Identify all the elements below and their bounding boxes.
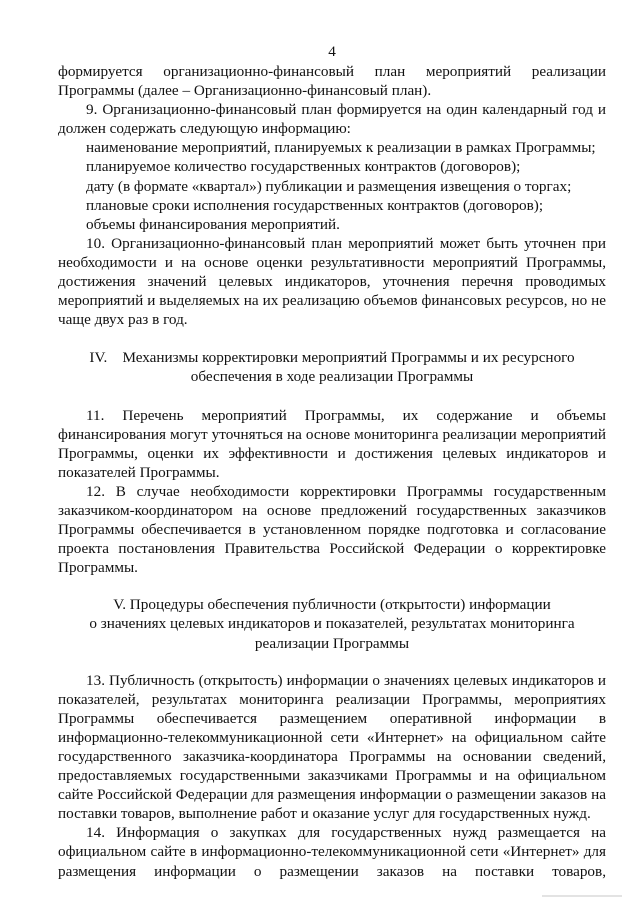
section-heading-line: IV. Механизмы корректировки мероприятий Программы и их ресурсного bbox=[89, 349, 575, 367]
section-heading-line: реализации Программы bbox=[254, 634, 410, 652]
list-item: объемы финансирования мероприятий. bbox=[86, 215, 340, 233]
paragraph-13: 13. Публичность (открытость) информации о значениях целевых индикаторов и показателей, результатах мониторинга реализации Программы, мероприятиях Программы обеспечивается размещением оперативной информации в информационно-телекоммуникационной сети «Интернет» на официальном сайте государственного заказчика-координатора Программы на основании сведений, предоставляемых государственными заказчиками Программы и на официальном сайте Российской Федерации для размещения информации о размещении заказов на поставки товаров, выполнение работ и оказание услуг для государственных нужд. bbox=[58, 671, 606, 823]
list-item: наименование мероприятий, планируемых к реализации в рамках Программы; bbox=[86, 139, 596, 157]
paragraph-10: 10. Организационно-финансовый план мероприятий может быть уточнен при необходимости и на основе оценки результативности мероприятий Программы, достижения значений целевых индикаторов, уточнения перечня проводимых мероприятий и выделяемых на их реализацию объемов финансовых ресурсов, но не чаще двух раз в год. bbox=[58, 234, 606, 329]
document-page bbox=[58, 0, 606, 881]
section-heading-line: обеспечения в ходе реализации Программы bbox=[190, 368, 474, 386]
section-heading-line: о значениях целевых индикаторов и показателей, результатах мониторинга bbox=[89, 615, 575, 633]
list-item: планируемое количество государственных контрактов (договоров); bbox=[86, 158, 521, 176]
page-number: 4 bbox=[328, 43, 336, 60]
paragraph-12: 12. В случае необходимости корректировки Программы государственным заказчиком-координатором на основе предложений государственных заказчиков Программы обеспечивается в установленном порядке подготовка и согласование проекта постановления Правительства Российской Федерации о корректировке Программы. bbox=[58, 482, 606, 577]
section-heading-v bbox=[58, 595, 606, 652]
paragraph-9: 9. Организационно-финансовый план формируется на один календарный год и должен содержать следующую информацию: bbox=[58, 101, 606, 138]
section-heading-line: V. Процедуры обеспечения публичности (открытости) информации bbox=[113, 596, 551, 614]
section-heading-iv bbox=[58, 348, 606, 386]
paragraph-14: 14. Информация о закупках для государственных нужд размещается на официальном сайте в информационно-телекоммуникационной сети «Интернет» для размещения информации о размещении заказов на поставки товаров, bbox=[58, 824, 606, 880]
paragraph-11: 11. Перечень мероприятий Программы, их содержание и объемы финансирования могут уточняться на основе мониторинга реализации мероприятий Программы, оценки их эффективности и достижения целевых индикаторов и показателей Программы. bbox=[58, 406, 606, 481]
paragraph-continuation: формируется организационно-финансовый план мероприятий реализации Программы (далее – Организационно-финансовый план). bbox=[58, 63, 606, 100]
list-item: дату (в формате «квартал») публикации и размещения извещения о торгах; bbox=[86, 177, 572, 195]
scan-mark bbox=[542, 895, 622, 897]
list-item: плановые сроки исполнения государственных контрактов (договоров); bbox=[86, 196, 544, 214]
